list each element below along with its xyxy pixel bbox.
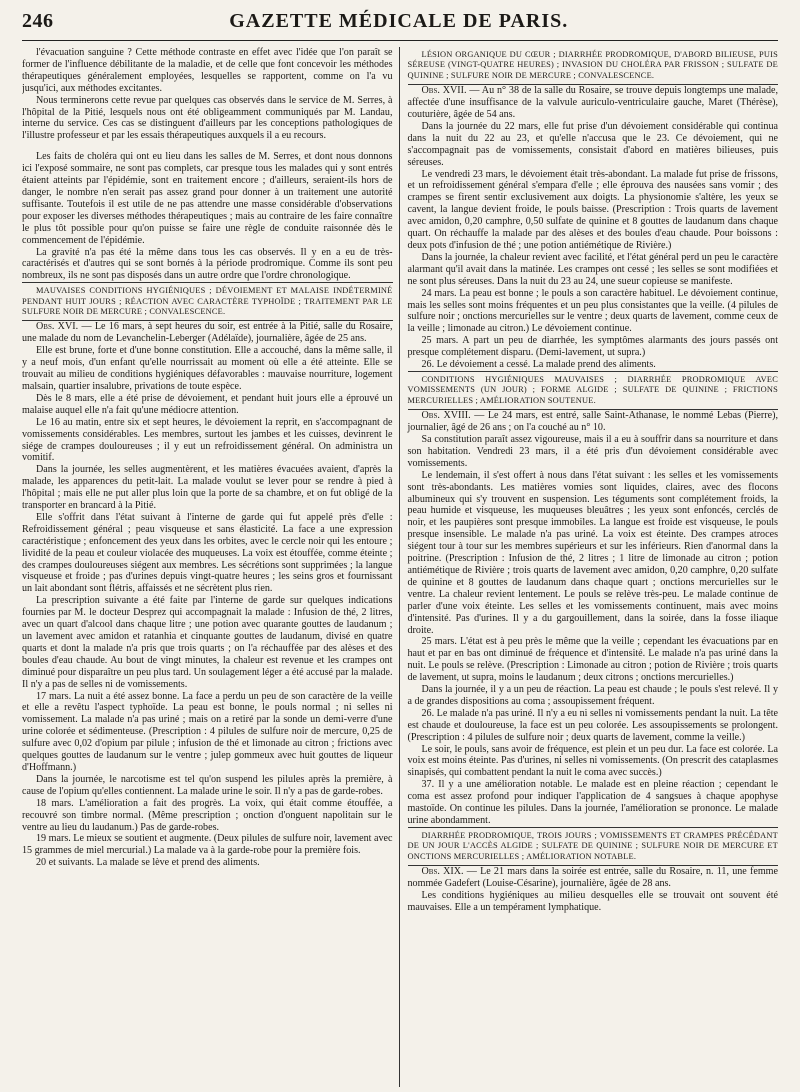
paragraph-text: — Au n° 38 de la salle du Rosaire, se trouve depuis longtemps une malade, affectée d'une insuffisance de la valvule auriculo-ventriculaire gauche, Maret (Thérèse), couturière, âgée de 54 ans. xyxy=(407,85,778,121)
paragraph xyxy=(22,417,393,465)
observation-paragraph xyxy=(408,866,779,890)
paragraph xyxy=(408,708,779,744)
paragraph-text: Le 16 au matin, entre six et sept heures, le dévoiement la reprit, en s'accompagnant de vomissements considérables. Les membres, surtout les jambes et les cuisses, devinrent le siége de crampes douloureuses ; il y eut un refroidissement général. On administra un vomitif. xyxy=(22,416,393,464)
paragraph xyxy=(22,247,393,283)
paragraph xyxy=(22,464,393,512)
paragraph-text: Dans la journée, le narcotisme est tel qu'on suspend les pilules après la première, à cause de l'opium qu'elles contiennent. La malade urine le soir. Il n'y a pas de garde-robes. xyxy=(22,773,393,797)
paragraph xyxy=(408,636,779,684)
paragraph-text: Les conditions hygiéniques au milieu desquelles elle se trouvait ont souvent été mauvaises. Elle a un tempérament lymphatique. xyxy=(407,889,778,913)
paragraph-text: Nous terminerons cette revue par quelques cas observés dans le service de M. Serres, à l'hôpital de la Pitié, lesquels nous ont été obligeamment communiqués par M. Landau, interne du service. Ces cas se distinguent d'ailleurs par les conceptions pathologiques de l'illustre professeur et par les essais thérapeutiques auxquels il a eu recours. xyxy=(22,94,393,142)
observation-paragraph xyxy=(408,410,779,434)
paragraph xyxy=(22,857,393,869)
paragraph-text: La gravité n'a pas été la même dans tous les cas observés. Il y en a eu de très-caractérisés et d'autres qui se sont bornés à la période prodromique. Comme ils sont peu nombreux, ils ne sont pas disposés dans un autre ordre que l'ordre chronologique. xyxy=(22,246,393,282)
paragraph-text: Le soir, le pouls, sans avoir de fréquence, est plein et un peu dur. La face est colorée. La voix est moins éteinte. Pas d'urines, ni selles ni vomissements. (On prescrit des cataplasmes sinapisés, qui combattent pendant la nuit le coma avec succès.) xyxy=(407,743,778,779)
paragraph xyxy=(408,288,779,336)
paragraph xyxy=(22,833,393,857)
journal-title: GAZETTE MÉDICALE DE PARIS. xyxy=(229,10,569,32)
section-heading-text: LÉSION ORGANIQUE DU CŒUR ; DIARRHÉE PRODROMIQUE, D'ABORD BILIEUSE, PUIS SÉREUSE (VINGT-QUATRE HEURES) ; INVASION DU CHOLÉRA PAR FRISSON ; SULFATE DE QUININE ; SULFURE NOIR DE MERCURE ; CONVALESCENCE. xyxy=(407,50,778,80)
observation-paragraph xyxy=(22,321,393,345)
section-heading xyxy=(408,47,779,85)
paragraph-text: Dans la journée du 22 mars, elle fut prise d'un dévoiement considérable qui continua dans la nuit du 22 au 23, et qu'elle n'accusa que le 23. Ce dévoiement, qui ne s'accompagnait pas de vomissements, consistait d'abord en matières bilieuses, puis séreuses. xyxy=(407,120,778,168)
paragraph xyxy=(22,151,393,246)
paragraph xyxy=(22,798,393,834)
right-column xyxy=(400,47,779,1087)
paragraph xyxy=(22,345,393,393)
paragraph xyxy=(22,691,393,774)
paragraph-text: Dans la journée, la chaleur revient avec facilité, et l'état général perd un peu le caractère alarmant qu'il avait dans la matinée. Les crampes ont cessé ; les selles se sont modifiées et ne sont plus séreuses. Dans la nuit du 23 au 24, une sueur copieuse se manifeste. xyxy=(407,251,778,287)
paragraph xyxy=(408,434,779,470)
paragraph-text: l'évacuation sanguine ? Cette méthode contraste en effet avec l'idée que l'on paraît se former de l'influence débilitante de la maladie, et de celle que font concevoir les méthodes thérapeutiques généralement employées, lesquelles se rapportent, comme on l'a vu jusqu'ici, aux méthodes excitantes. xyxy=(22,47,393,94)
paragraph xyxy=(408,779,779,827)
paragraph-text: Dès le 8 mars, elle a été prise de dévoiement, et pendant huit jours elle a éprouvé un malaise auquel elle n'a fait qu'une médiocre attention. xyxy=(22,392,393,416)
page-header xyxy=(22,10,778,41)
section-heading-text: MAUVAISES CONDITIONS HYGIÉNIQUES ; DÉVOIEMENT ET MALAISE INDÉTERMINÉ PENDANT HUIT JOURS ; RÉACTION AVEC CARACTÈRE TYPHOÏDE ; TRAITEMENT PAR LE SULFURE NOIR DE MERCURE ; CONVALESCENCE. xyxy=(22,286,393,317)
paragraph-text: Elle est brune, forte et d'une bonne constitution. Elle a accouché, dans la même salle, il y a neuf mois, d'un enfant qu'elle nourrissait au moment où elle a été atteinte. Elle se trouvait au milieu de conditions hygiéniques défavorables : mauvaise nourriture, logement malsain, quartier insalubre, privations de toute espèce. xyxy=(22,345,393,392)
paragraph-text: 20 et suivants. La malade se lève et prend des aliments. xyxy=(36,857,260,869)
paragraph-text: 26. Le dévoiement a cessé. La malade prend des aliments. xyxy=(421,359,656,371)
paragraph-text: 25 mars. A part un peu de diarrhée, les symptômes alarmants des jours passés ont presque complétement disparu. (Demi-lavement, ut supra.) xyxy=(407,335,778,359)
paragraph xyxy=(22,393,393,417)
paragraph xyxy=(408,470,779,637)
section-heading xyxy=(408,827,779,866)
paragraph xyxy=(22,95,393,143)
paragraph xyxy=(408,335,779,359)
page-number: 246 xyxy=(22,10,54,32)
paragraph-text: 17 mars. La nuit a été assez bonne. La face a perdu un peu de son caractère de la veille et elle a revêtu l'aspect typhoïde. La peau est bonne, le pouls normal ; ni selles ni vomissement. La malade n'a pas uriné ; mais on a retiré par la sonde un demi-verre d'une urine colorée et sédimenteuse. (Prescription : 4 pilules de sulfure noir de mercure, 0,25 de sulfure avec 0,02 d'opium par pilule ; infusion de thé et limonade au citron ; frictions avec quelques gouttes de laudanum sur le ventre ; julep gommeux avec huit gouttes de liqueur d'Hoffmann.) xyxy=(22,690,393,773)
paragraph-text: Elle s'offrit dans l'état suivant à l'interne de garde qui fut appelé près d'elle : Refroidissement général ; peau visqueuse et sans élasticité. La face a une expression caractéristique ; enfoncement des yeux dans les orbites, avec le cercle noir qui les entoure ; lividité de la peau et couleur violacée des muqueuses. La voix est étouffée, comme éteinte ; des crampes douloureuses siégent aux membres. Les sécrétions sont supprimées ; la langue visqueuse et froide ; pas d'urines depuis vingt-quatre heures ; les seins gros et fournissant un lait abondant sont flétris, affaissés et ne sécrètent plus rien. xyxy=(22,511,393,595)
paragraph-text: Le vendredi 23 mars, le dévoiement était très-abondant. La malade fut prise de frissons, et un refroidissement général s'empara d'elle ; elle éprouva des nausées sans vomir ; des crampes se firent sentir exclusivement aux doigts. La physionomie s'altère, les yeux se cavent, la langue devient froide, le pouls baisse. (Prescription : Trois quarts de lavement avec amidon, 0,20 camphre, 0,50 sulfate de quinine et 8 gouttes de laudanum dans chaque quart. On réchauffe la malade par des alèses et des boules d'eau chaude. Pour boissons : deux pots d'infusion de thé ; une potion antiémétique de Rivière.) xyxy=(407,168,778,251)
paragraph xyxy=(22,595,393,690)
paragraph-text: — Le 24 mars, est entré, salle Saint-Athanase, le nommé Lebas (Pierre), journalier, âgé de 26 ans ; on l'a couché au n° 10. xyxy=(407,410,778,434)
paragraph xyxy=(408,359,779,371)
paragraph xyxy=(22,774,393,798)
section-heading xyxy=(408,371,779,410)
paragraph-text: Sa constitution paraît assez vigoureuse, mais il a eu à souffrir dans sa nourriture et dans son habitation. Vendredi 23 mars, il a été pris d'un dévoiement considérable avec vomissements. xyxy=(407,434,778,469)
paragraph-text: — Le 16 mars, à sept heures du soir, est entrée à la Pitié, salle du Rosaire, une malade du nom de Levanchelin-Leberger (Adélaïde), journalière, âgée de 25 ans. xyxy=(22,321,393,345)
paragraph-text: 25 mars. L'état est à peu près le même que la veille ; cependant les évacuations par en haut et par en bas ont diminué de fréquence et d'intensité. Le malade n'a pas uriné dans la nuit. Le pouls se relève. (Prescription : Limonade au citron ; potion de Rivière ; trois quarts de lavement, ut supra, moins le laudanum ; deux citrons ; onctions mercurielles.) xyxy=(407,636,778,684)
paragraph-text: 19 mars. Le mieux se soutient et augmente. (Deux pilules de sulfure noir, lavement avec 15 grammes de miel mercurial.) La malade va à la garde-robe pour la première fois. xyxy=(22,833,393,857)
paragraph xyxy=(22,47,393,95)
paragraph xyxy=(408,744,779,780)
section-heading-text: CONDITIONS HYGIÉNIQUES MAUVAISES ; DIARRHÉE PRODROMIQUE AVEC VOMISSEMENTS (UN JOUR) ; FORME ALGIDE ; SULFATE DE QUININE ; FRICTIONS MERCURIELLES ; AMÉLIORATION SOUTENUE. xyxy=(407,374,778,405)
paragraph-text: 26. Le malade n'a pas uriné. Il n'y a eu ni selles ni vomissements pendant la nuit. La tête est chaude et douloureuse, la face est un peu colorée. Les assoupissements se prolongent. (Prescription : 4 pilules de sulfure noir ; deux quarts de lavement, comme la veille.) xyxy=(407,707,778,743)
paragraph xyxy=(408,169,779,252)
paragraph-text: Dans la journée, il y a un peu de réaction. La peau est chaude ; le pouls s'est relevé. Il y a de grandes dispositions au coma ; assoupissement fréquent. xyxy=(407,684,778,707)
paragraph-text: La prescription suivante a été faite par l'interne de garde sur quelques indications fournies par M. le docteur Desprez qui accompagnait la malade : Infusion de thé, 2 litres, avec un quart d'alcool dans chaque litre ; une potion avec quarante gouttes de laudanum ; un lavement avec amidon et ratanhia et cinquante gouttes de laudanum, divisé en quatre quarts et dont la malade n'a pris que trois quarts ; on l'a réchauffée par des alèses et des boules d'eau chaude. Au bout de vingt minutes, la chaleur est revenue et les crampes ont diminué pour disparaître un peu plus tard. Un soulagement léger a été accusé par la malade. Il n'y a pas de selles ni de vomissements. xyxy=(22,595,393,690)
paragraph-text: 24 mars. La peau est bonne ; le pouls a son caractère habituel. Le dévoiement continue, mais les selles sont moins fréquentes et un peu plus consistantes que la veille. (4 pilules de sulfure noir ; onctions mercurielles sur le ventre ; deux quarts de lavement, comme ceux de la veille ; limonade au citron.) Le dévoiement continue. xyxy=(407,287,778,335)
paragraph xyxy=(408,890,779,914)
observation-paragraph xyxy=(408,85,779,121)
paragraph-text: Les faits de choléra qui ont eu lieu dans les salles de M. Serres, et dont nous donnons ici l'exposé sommaire, ne sont pas complets, car presque tous les malades qui y sont entrés étaient atteints par l'épidémie, sont en traitement encore ; d'ailleurs, seraient-ils hors de danger, le nombre n'en serait pas assez grand pour donner à un traitement une autorité suffisante. Toutefois il est utile de ne pas attendre une masse considérable d'observations pour exposer les diverses méthodes thérapeutiques ; mais au contraire de les faire connaître le plus tôt possible pour qu'on puisse se faire une règle de conduite raisonnée dès le commencement de l'épidémie. xyxy=(22,151,393,246)
section-heading xyxy=(22,282,393,321)
section-heading-text: DIARRHÉE PRODROMIQUE, TROIS JOURS ; VOMISSEMENTS ET CRAMPES PRÉCÉDANT DE UN JOUR L'ACCÈS ALGIDE ; SULFATE DE QUININE ; SULFURE NOIR DE MERCURE ET ONCTIONS MERCURIELLES ; AMÉLIORATION NOTABLE. xyxy=(407,830,778,861)
left-column xyxy=(22,47,399,1087)
paragraph xyxy=(408,252,779,288)
text-columns xyxy=(22,47,778,1087)
paragraph-text: Le lendemain, il s'est offert à nous dans l'état suivant : les selles et les vomissements sont très-abondants. Les matières vomies sont liquides, claires, avec des flocons albumineux qui s'y trouvent en suspension. Les téguments sont complétement froids, la peau humide et visqueuse, les muqueuses bleuâtres ; les yeux sont enfoncés, cerclés de noir, et les paupières sont presque immobiles. La langue est froide est visqueuse, le pouls presque insensible. Le malade n'a pas uriné. La voix est éteinte. Des crampes atroces siégent tour à tour sur les membres supérieurs et sur les inférieurs. Rien d'anormal dans la poitrine. (Prescription : Infusion de thé, 2 litres ; 1 litre de limonade au citron ; potion antiémétique de Rivière ; trois quarts de lavement avec amidon, 0,20 camphre, 0,20 sulfate de quinine et 8 gouttes de laudanum dans chaque quart ; onctions mercurielles sur le ventre. La chaleur revient lentement. Le pouls se relève très-peu. Le malade continue de parler d'une voix éteinte. Les selles et les vomissements continuent, mais avec moins d'intensité. Pas d'urines. Il y a du gargouillement, dans la soirée, dans la fosse iliaque droite. xyxy=(407,469,778,636)
observation-label: Obs. XVIII. xyxy=(421,410,471,422)
paragraph xyxy=(408,121,779,169)
observation-label: Obs. XVI. xyxy=(36,321,79,333)
paragraph-text: 18 mars. L'amélioration a fait des progrès. La voix, qui était comme étouffée, a recouvré son timbre normal. (Même prescription ; onction d'onguent napolitain sur le ventre au lieu du laudanum.) Pas de garde-robes. xyxy=(22,797,393,833)
paragraph xyxy=(22,512,393,595)
paragraph-text: — Le 21 mars dans la soirée est entrée, salle du Rosaire, n. 11, une femme nommée Gadefert (Louise-Césarine), journalière, âgée de 28 ans. xyxy=(407,866,778,890)
paragraph-text: Dans la journée, les selles augmentèrent, et les matières évacuées avaient, d'après la malade, les apparences du petit-lait. La malade voulut se lever pour se rendre à pied à l'hôpital ; mais elle ne put aller plus loin que la porte de sa chambre, et on fut obligé de la transporter en brancard à la Pitié. xyxy=(22,464,393,512)
paragraph xyxy=(408,684,779,708)
observation-label: Obs. XVII. xyxy=(421,85,467,97)
paragraph-text: 37. Il y a une amélioration notable. Le malade est en pleine réaction ; cependant le coma est assez profond pour indiquer l'application de 4 sangsues à chaque apophyse mastoïde. On continue les pilules. Dans la journée, l'amélioration se prononce. Le malade urine abondamment. xyxy=(407,779,778,826)
observation-label: Obs. XIX. xyxy=(421,866,464,878)
